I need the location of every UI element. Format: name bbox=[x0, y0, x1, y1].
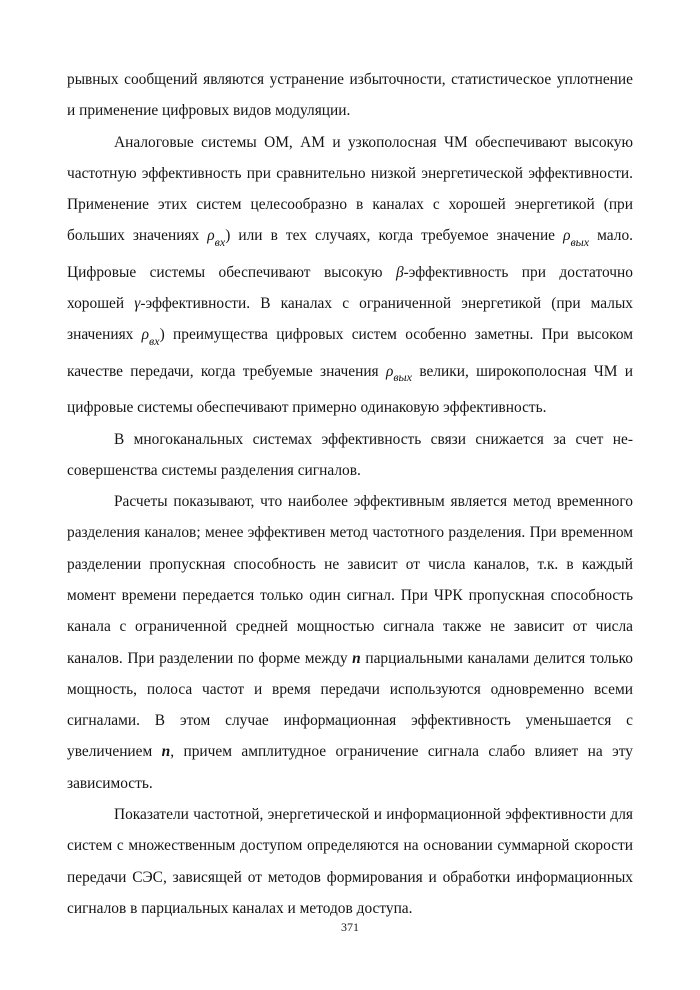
text-run: В многоканальных системах эффективность связи снижается за счет несовершенства системы разделения сигналов. bbox=[67, 430, 633, 479]
math-symbol-glyph: n bbox=[161, 743, 171, 761]
paragraph-p2 bbox=[67, 127, 633, 424]
text-run: Показатели частотной, энергетической и информационной эффективности для систем с множественным доступом определяются на основании суммарной скорости передачи СЭС, зависящей от методов формирования и обработки информационных сигналов в парциальных каналах и методов доступа. bbox=[67, 806, 633, 917]
math-subscript: вых bbox=[570, 234, 590, 249]
paragraph-p1 bbox=[67, 64, 633, 127]
body-text bbox=[67, 64, 633, 924]
math-symbol-rho-in bbox=[207, 227, 226, 249]
page-number: 371 bbox=[341, 920, 359, 934]
text-run: ) или в тех случаях, когда требуемое значение bbox=[225, 227, 564, 245]
text-run: , причем амплитудное ограничение сигнала слабо влияет на эту зависимость. bbox=[67, 743, 633, 792]
text-run: парциальными каналами делится только мощность, полоса частот и время передачи используются одновременно всеми сигналами. В этом случае информационная эффективность уменьшается с увеличением bbox=[67, 649, 633, 761]
math-symbol-rho-out bbox=[385, 362, 413, 384]
math-symbol-glyph: n bbox=[352, 649, 361, 667]
math-symbol-n bbox=[352, 650, 361, 667]
math-symbol-glyph: ρ bbox=[207, 227, 215, 245]
math-symbol-glyph: ρ bbox=[141, 326, 150, 344]
math-subscript: вых bbox=[393, 369, 413, 384]
text-run: Расчеты показывают, что наиболее эффективным является метод временного разделения каналов; менее эффективен метод частотного разделения. При временном разделении пропускная способность не зависит от числа каналов, т.к. в каждый момент времени передается только один сигнал. При ЧРК пропускная способность канала с ограниченной средней мощностью сигнала также не зависит от числа каналов. При разделении по форме между bbox=[67, 493, 633, 667]
math-symbol-glyph: ρ bbox=[385, 362, 394, 380]
paragraph-p3 bbox=[67, 424, 633, 487]
text-run: мало. Цифровые системы обеспечивают высокую bbox=[67, 227, 633, 281]
math-subscript: вх bbox=[149, 333, 160, 348]
math-symbol-rho-in bbox=[141, 326, 160, 348]
math-symbol-glyph: γ bbox=[134, 295, 141, 313]
text-run: ) преимущества цифровых систем особенно заметны. При высоком качестве передачи, когда требуемые значения bbox=[67, 326, 633, 380]
text-run: -эффективность при достаточно хорошей bbox=[67, 263, 633, 313]
math-symbol-n bbox=[162, 743, 171, 760]
text-run: -эффективности. В каналах с ограниченной энергетикой (при малых значениях bbox=[67, 295, 633, 344]
math-symbol-rho-out bbox=[563, 227, 590, 249]
math-symbol-glyph: β bbox=[395, 263, 404, 281]
text-run: Аналоговые системы ОМ, АМ и узкополосная ЧМ обеспечивают высокую частотную эффективность при сравнительно низкой энергетической эффективности. Применение этих систем целесообразно в каналах с хорошей энергетикой (при больших значениях bbox=[67, 133, 633, 245]
paragraph-p5 bbox=[67, 799, 633, 924]
text-run: рывных сообщений являются устранение избыточности, статистическое уплотнение и применение цифровых видов модуляции. bbox=[67, 71, 633, 120]
text-run: велики, широкополосная ЧМ и цифровые системы обеспечивают примерно одинаковую эффективность. bbox=[67, 362, 633, 417]
math-symbol-glyph: ρ bbox=[563, 227, 571, 245]
math-subscript: вх bbox=[214, 234, 226, 249]
math-symbol-beta bbox=[396, 264, 404, 281]
paragraph-p4 bbox=[67, 486, 633, 799]
